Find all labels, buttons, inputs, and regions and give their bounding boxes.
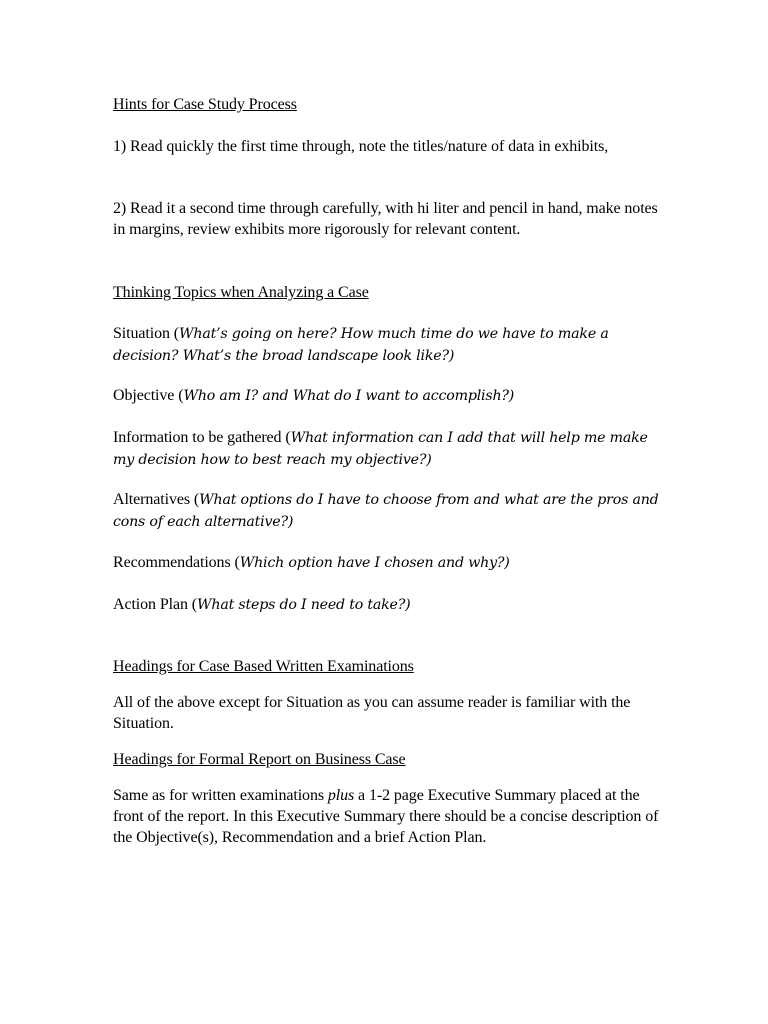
formal-report-text bbox=[113, 785, 673, 848]
topic-question: What options do I have to choose from and what are the pros and cons of each alternative?) bbox=[113, 492, 659, 530]
hints-step-1: 1) Read quickly the first time through, note the titles/nature of data in exhibits, bbox=[113, 138, 609, 155]
written-exam-heading: Headings for Case Based Written Examinations bbox=[113, 658, 414, 675]
topic-situation bbox=[113, 323, 673, 367]
topic-term: Alternatives ( bbox=[113, 491, 200, 508]
topic-question: Which option have I chosen and why?) bbox=[239, 555, 510, 571]
formal-report-plus: plus bbox=[327, 787, 355, 804]
topic-term: Objective ( bbox=[113, 387, 184, 404]
topic-question: What’s going on here? How much time do we have to make a decision? What’s the broad landscape look like?) bbox=[113, 326, 609, 364]
hints-heading: Hints for Case Study Process bbox=[113, 96, 297, 113]
topic-term: Recommendations ( bbox=[113, 554, 240, 571]
formal-report-text-end: a 1-2 page Executive Summary placed at the front of the report. In this Executive Summary there should be a concise description of the Objective(s), Recommendation and a brief Action Plan. bbox=[113, 787, 659, 846]
topic-question: What steps do I need to take?) bbox=[197, 597, 411, 613]
topic-question: What information can I add that will help me make my decision how to best reach my objective?) bbox=[113, 430, 648, 468]
topic-recommendations bbox=[113, 552, 673, 574]
formal-report-text-start: Same as for written examinations bbox=[113, 787, 328, 804]
topic-term: Action Plan ( bbox=[113, 596, 198, 613]
hints-step-2: 2) Read it a second time through carefully, with hi liter and pencil in hand, make notes in margins, review exhibits more rigorously for relevant content. bbox=[113, 200, 658, 238]
written-exam-text: All of the above except for Situation as you can assume reader is familiar with the Situation. bbox=[113, 694, 631, 732]
topic-action-plan bbox=[113, 594, 673, 616]
topic-alternatives bbox=[113, 489, 673, 533]
topic-question: Who am I? and What do I want to accomplish?) bbox=[183, 388, 515, 404]
thinking-heading: Thinking Topics when Analyzing a Case bbox=[113, 284, 369, 301]
topic-term: Information to be gathered ( bbox=[113, 429, 291, 446]
topic-information bbox=[113, 427, 673, 471]
topic-objective bbox=[113, 385, 673, 407]
formal-report-heading: Headings for Formal Report on Business Case bbox=[113, 751, 406, 768]
topic-term: Situation ( bbox=[113, 325, 180, 342]
